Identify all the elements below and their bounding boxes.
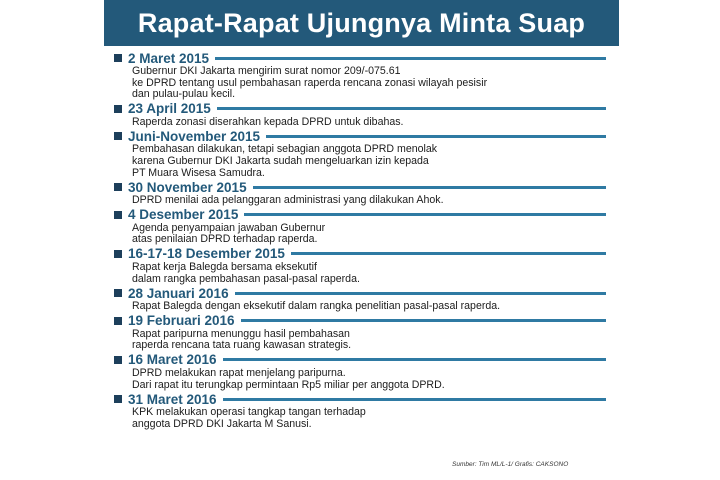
- entry-description: DPRD melakukan rapat menjelang paripurna. Dari rapat itu terungkap permintaan Rp5 miliar per anggota DPRD.: [132, 366, 445, 391]
- entry-header: [114, 207, 614, 223]
- entry-date: 31 Maret 2016: [128, 392, 223, 407]
- entry-header: [114, 101, 614, 117]
- entry-description: Rapat Balegda dengan eksekutif dalam rangka penelitian pasal-pasal raperda.: [132, 300, 501, 313]
- entry-description: Rapat kerja Balegda bersama eksekutif dalam rangka pembahasan pasal-pasal raperda.: [132, 260, 360, 285]
- entry-description: Raperda zonasi diserahkan kepada DPRD untuk dibahas.: [132, 115, 404, 128]
- square-bullet-icon: [114, 54, 122, 62]
- entry-header: [114, 50, 614, 66]
- divider-line: [215, 57, 606, 60]
- timeline-entry: [114, 285, 614, 313]
- entry-description: DPRD menilai ada pelanggaran administrasi yang dilakukan Ahok.: [132, 194, 444, 207]
- timeline-entry: [114, 246, 614, 285]
- square-bullet-icon: [114, 356, 122, 364]
- square-bullet-icon: [114, 317, 122, 325]
- square-bullet-icon: [114, 395, 122, 403]
- entry-date: 16-17-18 Desember 2015: [128, 246, 291, 261]
- entry-date: 16 Maret 2016: [128, 352, 223, 367]
- square-bullet-icon: [114, 211, 122, 219]
- entry-description: KPK melakukan operasi tangkap tangan terhadap anggota DPRD DKI Jakarta M Sanusi.: [132, 406, 366, 430]
- timeline-entry: [114, 179, 614, 207]
- divider-line: [223, 398, 606, 401]
- entry-description: Rapat paripurna menunggu hasil pembahasan raperda rencana tata ruang kawasan strategis.: [132, 327, 352, 352]
- entry-date: 4 Desember 2015: [128, 207, 244, 222]
- square-bullet-icon: [114, 132, 122, 140]
- entry-date: 2 Maret 2015: [128, 51, 215, 66]
- timeline-entry: [114, 128, 614, 179]
- entry-header: [114, 128, 614, 144]
- entry-header: [114, 352, 614, 368]
- divider-line: [266, 135, 606, 138]
- entry-description: Gubernur DKI Jakarta mengirim surat nomor 209/-075.61 ke DPRD tentang usul pembahasan raperda rencana zonasi wilayah pesisir dan pulau-pulau kecil.: [132, 65, 488, 101]
- timeline-entry: [114, 207, 614, 246]
- entry-date: 19 Februari 2016: [128, 313, 241, 328]
- timeline-entry: [114, 101, 614, 129]
- entry-header: [114, 179, 614, 195]
- entry-date: 30 November 2015: [128, 180, 253, 195]
- square-bullet-icon: [114, 105, 122, 113]
- timeline-entry: [114, 391, 614, 430]
- square-bullet-icon: [114, 183, 122, 191]
- page-title: Rapat-Rapat Ujungnya Minta Suap: [137, 7, 586, 38]
- source-credit: Sumber: Tim ML/L-1/ Grafis: CAKSONO: [452, 461, 569, 468]
- entry-description: Agenda penyampaian jawaban Gubernur atas penilaian DPRD terhadap raperda.: [132, 221, 326, 246]
- divider-line: [235, 292, 606, 295]
- timeline-entry: [114, 352, 614, 391]
- square-bullet-icon: [114, 289, 122, 297]
- divider-line: [253, 186, 606, 189]
- divider-line: [291, 252, 606, 255]
- timeline-entry: [114, 313, 614, 352]
- entry-description: Pembahasan dilakukan, tetapi sebagian anggota DPRD menolak karena Gubernur DKI Jakarta sudah mengeluarkan izin kepada PT Muara Wisesa Samudra.: [132, 143, 438, 179]
- entry-header: [114, 313, 614, 329]
- entry-header: [114, 285, 614, 301]
- square-bullet-icon: [114, 250, 122, 258]
- divider-line: [223, 358, 606, 361]
- entry-date: Juni-November 2015: [128, 129, 266, 144]
- divider-line: [217, 107, 606, 110]
- timeline: [114, 50, 614, 430]
- entry-header: [114, 246, 614, 262]
- divider-line: [241, 319, 606, 322]
- entry-date: 28 Januari 2016: [128, 286, 235, 301]
- title-banner: [104, 0, 619, 46]
- timeline-entry: [114, 50, 614, 101]
- entry-header: [114, 391, 614, 407]
- divider-line: [244, 213, 606, 216]
- entry-date: 23 April 2015: [128, 101, 217, 116]
